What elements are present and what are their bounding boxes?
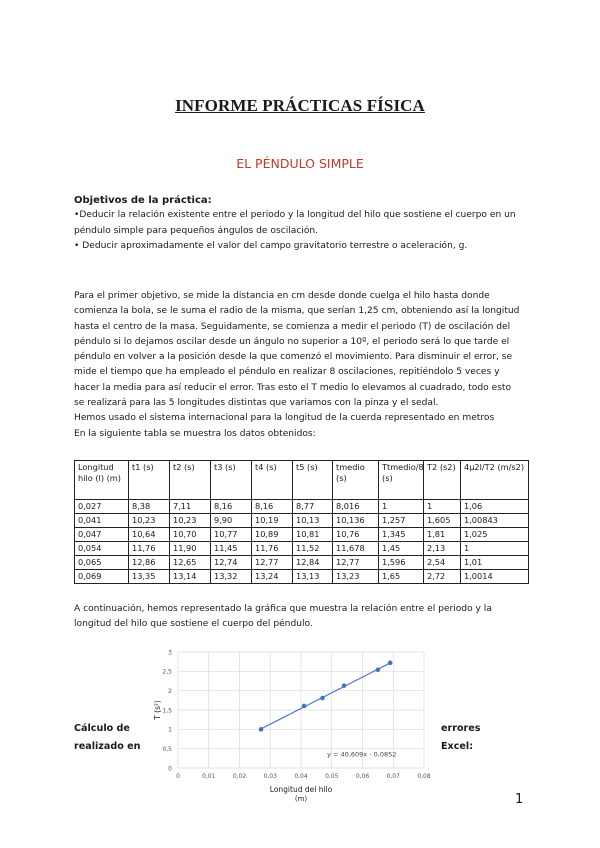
table-intro: En la siguiente tabla se muestra los datos obtenidos: [74,428,316,439]
table-cell: 8,16 [211,500,252,514]
table-cell: 1,605 [424,514,461,528]
table-row [75,528,529,542]
table-cell: 11,45 [211,542,252,556]
table-cell: 1,81 [424,528,461,542]
table-cell: 1,025 [461,528,529,542]
graph-intro-section [74,602,524,633]
table-cell: 8,38 [129,500,170,514]
period-length-chart [142,640,442,810]
table-cell: 1,45 [379,542,424,556]
x-tick-label: 0,05 [325,773,339,780]
side-text-left-2: realizado en [74,741,141,752]
table-cell: 12,86 [129,556,170,570]
data-point [302,704,307,709]
col-header-t1: t1 (s) [129,461,170,500]
y-tick-label: 3 [168,649,172,657]
objective-item: •Deducir la relación existente entre el periodo y la longitud del hilo que sostiene el cuerpo en un péndulo simple para pequeños ángulos de oscilación. [74,210,516,236]
method-section [74,289,524,442]
table-cell: 8,016 [333,500,379,514]
col-header-period: Ttmedio/8 (s) [379,461,424,500]
table-cell: 0,069 [75,570,129,584]
col-header-t3: t3 (s) [211,461,252,500]
y-tick-label: 2,5 [162,668,172,676]
data-point [259,727,264,732]
y-tick-label: 0 [168,765,172,773]
table-cell: 11,52 [293,542,333,556]
y-tick-label: 1,5 [162,707,172,715]
table-cell: 13,35 [129,570,170,584]
objectives-section [74,193,524,254]
col-header-t2: t2 (s) [170,461,211,500]
col-header-length: Longitud hilo (l) (m) [75,461,129,500]
table-cell: 10,81 [293,528,333,542]
side-text-right-2: Excel: [441,741,474,752]
table-row [75,542,529,556]
data-point [376,667,381,672]
table-cell: 8,16 [252,500,293,514]
table-cell: 0,054 [75,542,129,556]
table-cell: 10,23 [170,514,211,528]
table-cell: 10,70 [170,528,211,542]
data-point [320,696,325,701]
table-cell: 8,77 [293,500,333,514]
table-cell: 10,13 [293,514,333,528]
table-cell: 10,23 [129,514,170,528]
table-cell: 12,84 [293,556,333,570]
table-cell: 1 [461,542,529,556]
objective-item: • Deducir aproximadamente el valor del campo gravitatorio terrestre o aceleración, g. [74,240,468,251]
table-cell: 1 [379,500,424,514]
table-cell: 13,32 [211,570,252,584]
table-cell: 13,24 [252,570,293,584]
table-cell: 12,77 [333,556,379,570]
table-cell: 1,257 [379,514,424,528]
table-cell: 11,90 [170,542,211,556]
table-cell: 1,06 [461,500,529,514]
table-cell: 9,90 [211,514,252,528]
table-cell: 10,76 [333,528,379,542]
table-cell: 10,136 [333,514,379,528]
table-cell: 7,11 [170,500,211,514]
table-cell: 12,77 [252,556,293,570]
table-row [75,556,529,570]
x-axis-label: Longitud del hilo [269,785,333,794]
table-cell: 1,0014 [461,570,529,584]
table-cell: 10,77 [211,528,252,542]
x-tick-label: 0,03 [263,773,277,780]
table-cell: 2,72 [424,570,461,584]
table-cell: 11,76 [252,542,293,556]
x-tick-label: 0 [176,773,180,780]
table-cell: 13,23 [333,570,379,584]
x-tick-label: 0,01 [202,773,216,780]
table-row [75,514,529,528]
data-point [388,661,393,666]
table-cell: 1,596 [379,556,424,570]
x-axis-unit: (m) [294,795,308,803]
x-tick-label: 0,07 [386,773,400,780]
document-subtitle: EL PÉNDULO SIMPLE [236,156,364,171]
x-tick-label: 0,02 [232,773,247,780]
table-cell: 2,13 [424,542,461,556]
units-line: Hemos usado el sistema internacional para la longitud de la cuerda representado en metros [74,413,495,424]
document-title: INFORME PRÁCTICAS FÍSICA [175,96,425,115]
table-cell: 12,74 [211,556,252,570]
side-text-left-1: Cálculo de [74,723,130,734]
trendline [261,663,390,729]
data-point [342,683,347,688]
table-cell: 1,01 [461,556,529,570]
y-tick-label: 2 [168,687,172,695]
col-header-gravity: 4µ2l/T2 (m/s2) [461,461,529,500]
x-tick-label: 0,04 [294,773,308,780]
data-table [74,460,529,584]
chart-ticks [162,649,430,780]
table-cell: 13,13 [293,570,333,584]
table-cell: 1,345 [379,528,424,542]
table-row [75,500,529,514]
col-header-t-squared: T2 (s2) [424,461,461,500]
table-cell: 11,678 [333,542,379,556]
table-row [75,570,529,584]
side-text-right-1: errores [441,723,481,734]
table-cell: 10,19 [252,514,293,528]
objectives-heading: Objetivos de la práctica: [74,195,212,206]
graph-intro: A continuación, hemos representado la gráfica que muestra la relación entre el periodo y la longitud del hilo que sostiene el cuerpo del péndulo. [74,604,492,630]
method-paragraph: Para el primer objetivo, se mide la distancia en cm desde donde cuelga el hilo hasta donde comienza la bola, se le suma el radio de la misma, que serían 1,25 cm, obteniendo así la longitud hasta el centro de la masa. Seguidamente, se comienza a medir el periodo (T) de oscilación del péndulo si lo dejamos oscilar desde un ángulo no superior a 10º, el periodo será lo que tarde el péndulo en volver a la posición desde la que comenzó el movimiento. Para disminuir el error, se mide el tiempo que ha empleado el péndulo en realizar 8 oscilaciones, repitiéndolo 5 veces y hacer la media para así reducir el error. Tras esto el T medio lo elevamos al cuadrado, todo esto se realizará para las 5 longitudes distintas que variamos con la pinza y el sedal. [74,291,520,409]
x-tick-label: 0,08 [417,773,431,780]
table-cell: 0,041 [75,514,129,528]
table-cell: 13,14 [170,570,211,584]
page-number: 1 [515,792,524,807]
table-cell: 1,65 [379,570,424,584]
y-tick-label: 1 [168,726,172,734]
col-header-tmedio: tmedio (s) [333,461,379,500]
y-axis-label: T (s²) [153,700,162,720]
table-cell: 0,027 [75,500,129,514]
table-header-row [75,461,529,500]
table-cell: 1 [424,500,461,514]
table-cell: 2,54 [424,556,461,570]
table-cell: 12,65 [170,556,211,570]
table-cell: 1,00843 [461,514,529,528]
table-cell: 0,065 [75,556,129,570]
table-cell: 0,047 [75,528,129,542]
y-tick-label: 0,5 [162,745,172,753]
col-header-t5: t5 (s) [293,461,333,500]
table-cell: 10,89 [252,528,293,542]
trendline-equation: y = 40,609x - 0,0852 [327,750,397,759]
col-header-t4: t4 (s) [252,461,293,500]
x-tick-label: 0,06 [355,773,370,780]
table-cell: 11,76 [129,542,170,556]
table-cell: 10,64 [129,528,170,542]
